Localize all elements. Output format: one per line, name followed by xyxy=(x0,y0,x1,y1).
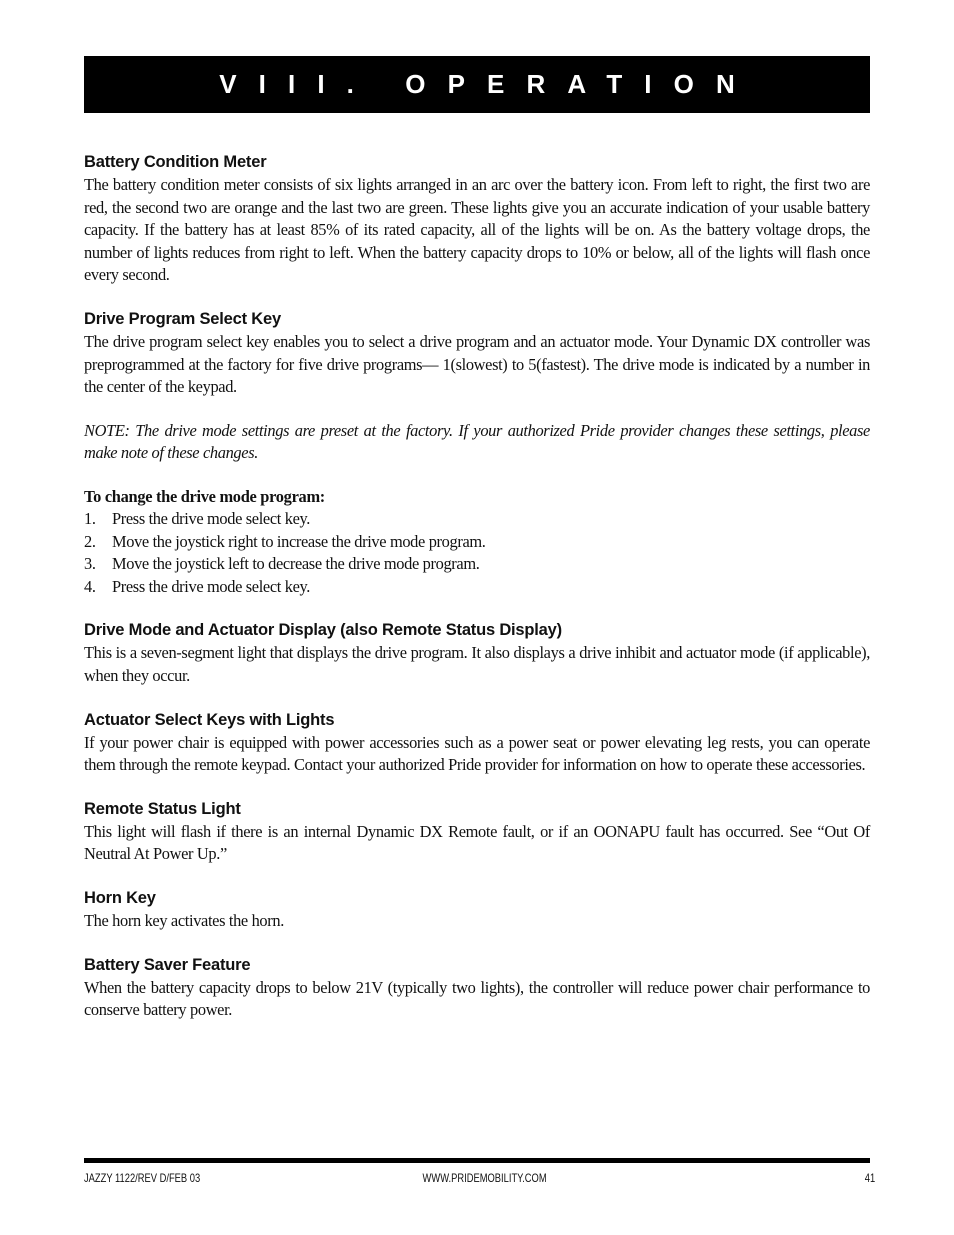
procedure-title: To change the drive mode program: xyxy=(84,486,325,506)
section-drive-program-select-key xyxy=(84,308,870,465)
section-remote-status-light xyxy=(84,798,870,866)
section-body: This is a seven-segment light that displays the drive program. It also displays a drive inhibit and actuator mode (if applicable), when they occur. xyxy=(84,643,870,686)
section-heading: Actuator Select Keys with Lights xyxy=(84,710,335,729)
step-text: Move the joystick right to increase the drive mode program. xyxy=(112,531,486,551)
step-number: 2. xyxy=(84,531,96,551)
page-footer xyxy=(84,1171,876,1191)
section-battery-condition-meter xyxy=(84,151,870,287)
step-number: 1. xyxy=(84,509,96,529)
section-body: The horn key activates the horn. xyxy=(84,911,284,930)
page-content xyxy=(84,151,870,1043)
step-text: Move the joystick left to decrease the drive mode program. xyxy=(112,554,480,574)
chapter-banner xyxy=(84,56,870,113)
section-battery-saver-feature xyxy=(84,954,870,1022)
step-text: Press the drive mode select key. xyxy=(112,576,311,596)
section-body: The battery condition meter consists of six lights arranged in an arc over the battery icon. From left to right, the first two are red, the second two are orange and the last two are green. These lights give you an accurate indication of your usable battery capacity. If the battery has at least 85% of its rated capacity, all of the lights will be on. As the battery voltage drops, the number of lights reduces from right to left. When the battery capacity drops to 10% or below, all of the lights will flash once every second. xyxy=(84,175,870,285)
procedure-step xyxy=(84,531,870,554)
footer-page-number: 41 xyxy=(864,1171,876,1185)
section-actuator-select-keys xyxy=(84,709,870,777)
section-body: The drive program select key enables you to select a drive program and an actuator mode. Your Dynamic DX controller was preprogrammed at the factory for five drive programs— 1(slowest) to 5(fastest). The drive mode is indicated by a number in the center of the keypad. xyxy=(84,331,870,397)
section-body: If your power chair is equipped with power accessories such as a power seat or power elevating leg rests, you can operate them through the remote keypad. Contact your authorized Pride provider for information on how to operate these accessories. xyxy=(84,732,870,775)
chapter-title: VIII. OPERATION xyxy=(219,69,757,99)
procedure-step xyxy=(84,553,870,576)
section-heading: Remote Status Light xyxy=(84,799,241,818)
section-heading: Horn Key xyxy=(84,889,156,907)
procedure-step xyxy=(84,576,870,599)
procedure-steps xyxy=(84,508,870,598)
section-note: NOTE: The drive mode settings are preset at the factory. If your authorized Pride provider changes these settings, please make note of these changes. xyxy=(84,420,870,463)
step-text: Press the drive mode select key. xyxy=(112,509,311,529)
section-heading: Battery Condition Meter xyxy=(84,153,267,171)
section-heading: Drive Mode and Actuator Display (also Remote Status Display) xyxy=(84,621,562,640)
section-body: When the battery capacity drops to below 21V (typically two lights), the controller will reduce power chair performance to conserve battery power. xyxy=(84,977,870,1020)
step-number: 4. xyxy=(84,576,96,596)
footer-document-id: JAZZY 1122/REV D/FEB 03 xyxy=(84,1171,201,1185)
step-number: 3. xyxy=(84,554,96,574)
procedure-step xyxy=(84,508,870,531)
section-horn-key xyxy=(84,887,870,933)
section-drive-mode-actuator-display xyxy=(84,619,870,687)
footer-rule xyxy=(84,1158,870,1163)
section-heading: Battery Saver Feature xyxy=(84,955,251,974)
section-heading: Drive Program Select Key xyxy=(84,309,281,328)
section-body: This light will flash if there is an internal Dynamic DX Remote fault, or if an OONAPU fault has occurred. See “Out Of Neutral At Power Up.” xyxy=(84,821,870,864)
footer-website: WWW.PRIDEMOBILITY.COM xyxy=(422,1171,547,1185)
procedure-change-drive-mode xyxy=(84,486,870,599)
